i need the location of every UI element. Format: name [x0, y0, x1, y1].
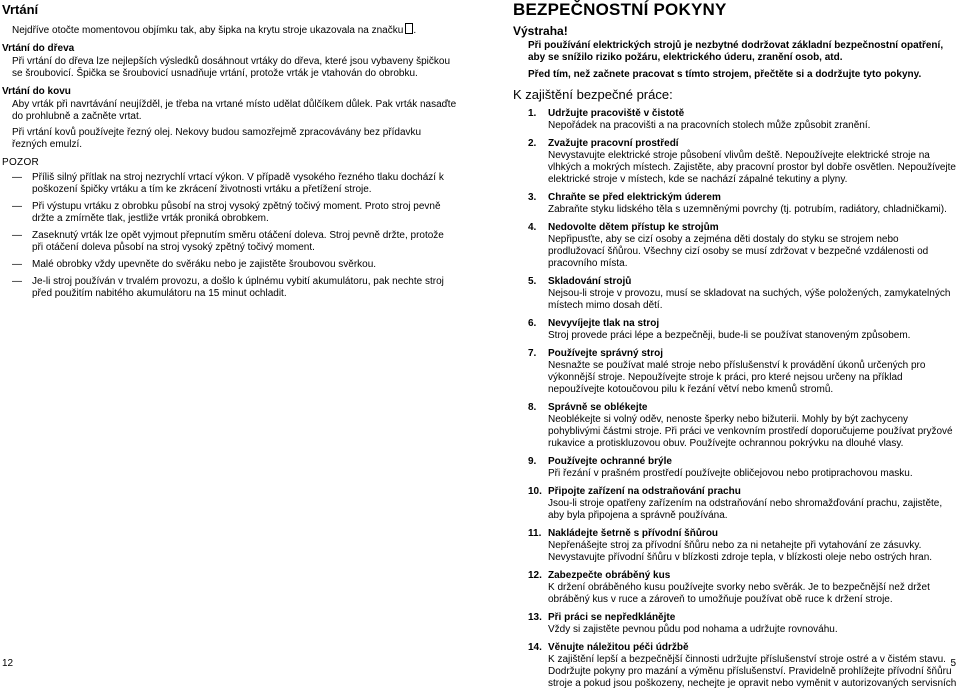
wood-text: Při vrtání do dřeva lze nejlepších výsledků dosáhnout vrtáky do dřeva, které jsou vybaveny špičkou se šroubovicí. Špička se šroubovicí usnadňuje vrtání, protože vrták je vtahován do obrobku. [12, 56, 451, 79]
intro-text: Nejdříve otočte momentovou objímku tak, aby šipka na krytu stroje ukazovala na značku . [12, 25, 417, 36]
safety-item-number: 1. [528, 108, 537, 119]
safety-item [513, 222, 958, 270]
safety-item-number: 9. [528, 456, 537, 467]
safety-item-number: 2. [528, 138, 537, 149]
safety-item-title: Skladování strojů [548, 276, 632, 287]
page-number-left: 12 [2, 658, 14, 669]
safety-item [513, 570, 958, 606]
safety-item-title: Zvažujte pracovní prostředí [548, 138, 679, 149]
right-page [513, 0, 958, 696]
safety-item-title: Chraňte se před elektrickým úderem [548, 192, 721, 203]
safety-item-title: Při práci se nepředklánějte [548, 612, 676, 623]
safety-item-number: 13. [528, 612, 542, 623]
safety-item-text: Při řezání v prašném prostředí používejte obličejovou nebo protiprachovou masku. [548, 468, 913, 479]
safety-item-number: 4. [528, 222, 537, 233]
metal-text-2: Při vrtání kovů používejte řezný olej. Nekovy budou samozřejmě zpracovávány bez přídavku řezných emulzí. [12, 127, 422, 150]
safety-item [513, 402, 958, 450]
safety-item-number: 11. [528, 528, 542, 539]
safety-item-title: Používejte správný stroj [548, 348, 664, 359]
safety-item [513, 192, 958, 216]
warning-item: — Zaseknutý vrták lze opět vyjmout přepnutím směru otáčení doleva. Stroj pevně držte, protože při otáčení doleva působí na stroj vysoký zpětný točivý moment. [12, 230, 444, 253]
heading-wood: Vrtání do dřeva [2, 43, 75, 54]
safety-item-text: Nejsou-li stroje v provozu, musí se skladovat na suchých, výše položených, zamykatelných místech mimo dosah dětí. [548, 288, 951, 311]
safety-item-title: Nakládejte šetrně s přívodní šňůrou [548, 528, 719, 539]
safety-item [513, 108, 958, 132]
safety-item-text: Stroj provede práci lépe a bezpečněji, bude-li se používat stanoveným způsobem. [548, 330, 911, 341]
safety-item-number: 8. [528, 402, 537, 413]
dash-bullet: — [12, 172, 22, 183]
safety-item-text: Nepořádek na pracovišti a na pracovních stolech může způsobit zranění. [548, 120, 871, 131]
safety-item-text: Neoblékejte si volný oděv, nenoste šperky nebo bižuterii. Mohly by být zachyceny pohyblivými částmi stroje. Při práci ve venkovním prostředí doporučujeme používat pryžové rukavice a protiskluzovou obuv. Používejte ochrannou pokrývku na dlouhé vlasy. [548, 414, 953, 449]
safety-item [513, 486, 958, 522]
warning-item: — Malé obrobky vždy upevněte do svěráku nebo je zajistěte šroubovou svěrkou. [12, 259, 377, 270]
safety-item [513, 456, 958, 480]
page-number-right: 5 [950, 658, 956, 669]
safety-item [513, 276, 958, 312]
safety-item-text: Nevystavujte elektrické stroje působení vlivům deště. Nepoužívejte elektrické stroje na vlhkých a mokrých místech. Zajistěte, aby pracovní prostor byl dobře osvětlen. Nepoužívejte elektrické stroje v místech, kde se nachází zápalné tekutiny a plyny. [548, 150, 956, 185]
safety-item-number: 3. [528, 192, 537, 203]
safety-item [513, 528, 958, 564]
caution-title: POZOR [2, 157, 40, 168]
safety-item-text: Nepřipusťte, aby se cizí osoby a zejména děti dostaly do styku se strojem nebo prodlužovací šňůrou. Všechny cizí osoby se musí zdržovat v bezpečné vzdálenosti od pracovního místa. [548, 234, 929, 269]
warning-item: — Příliš silný přítlak na stroj nezrychlí vrtací výkon. V případě vysokého řezného tlaku dochází k poškození špičky vrtáku a tím ke zkrácení životnosti vrtáku a přetížení stroje. [12, 172, 444, 195]
left-page [2, 0, 457, 305]
safety-item-text: Nesnažte se používat malé stroje nebo příslušenství k provádění úkonů určených pro výkonnější stroje. Nepoužívejte stroje k práci, pro které nejsou určeny na příklad nepoužívejte kotoučovou pilu k řezání větví nebo kmenů stromů. [548, 360, 926, 395]
safety-item-number: 10. [528, 486, 542, 497]
warning-item: — Je-li stroj používán v trvalém provozu, a došlo k úplnému vybití akumulátoru, pak nechte stroj před použitím nabitého akumulátoru na 15 minut ochladit. [12, 276, 444, 299]
safety-item-text: Nepřenášejte stroj za přívodní šňůru nebo za ni netahejte při vytahování ze zásuvky. Nevystavujte přívodní šňůru v blízkosti zdroje tepla, v blízkosti oleje nebo ostrých hran. [548, 540, 933, 563]
safety-item-text: K držení obráběného kusu používejte svorky nebo svěrák. Je to bezpečnější než držet obráběný kus v ruce a zároveň to umožňuje používat obě ruce k držení stroje. [548, 582, 930, 605]
safety-item-text: Zabraňte styku lidského těla s uzemněnými povrchy (tj. potrubím, radiátory, chladničkami). [548, 204, 947, 215]
safety-item-number: 14. [528, 642, 542, 653]
safety-item [513, 318, 958, 342]
safety-item-text: Vždy si zajistěte pevnou půdu pod nohama a udržujte rovnováhu. [548, 624, 838, 635]
safe-work-heading: K zajištění bezpečné práce: [513, 87, 673, 102]
safety-item-number: 7. [528, 348, 537, 359]
warning-item: — Při výstupu vrtáku z obrobku působí na stroj vysoký zpětný točivý moment. Proto stroj pevně držte a zmírněte tlak, jestliže vrták proniká obrobkem. [12, 201, 441, 224]
safety-item-title: Zabezpečte obráběný kus [548, 570, 671, 581]
warning-text-2: Před tím, než začnete pracovat s tímto strojem, přečtěte si a dodržujte tyto pokyny. [528, 69, 922, 80]
drill-symbol-icon [405, 23, 413, 34]
dash-bullet: — [12, 201, 22, 212]
warning-text-1: Při používání elektrických strojů je nezbytné dodržovat základní bezpečnostní opatření, aby se snížilo riziko požáru, elektrického úderu, zranění osob, atd. [528, 40, 944, 63]
safety-item-title: Nedovolte dětem přístup ke strojům [548, 222, 719, 233]
section-title-drilling: Vrtání [2, 2, 39, 17]
safety-item-title: Věnujte náležitou péči údržbě [548, 642, 689, 653]
safety-item-text: Jsou-li stroje opatřeny zařízením na odstraňování nebo shromažďování prachu, zajistěte, aby byla připojena a správně používána. [548, 498, 943, 521]
safety-title: BEZPEČNOSTNÍ POKYNY [513, 0, 727, 19]
safety-item-title: Udržujte pracoviště v čistotě [548, 108, 685, 119]
dash-bullet: — [12, 259, 22, 270]
safety-item [513, 348, 958, 396]
safety-item-title: Připojte zařízení na odstraňování prachu [548, 486, 741, 497]
safety-item [513, 642, 958, 690]
safety-list [513, 108, 958, 690]
safety-item-text: K zajištění lepší a bezpečnější činnosti udržujte příslušenství stroje ostré a v čistém stavu. Dodržujte pokyny pro mazání a výměnu příslušenství. Pravidelně prohlížejte přívodní šňůru stroje a pokud jsou poškozeny, nechejte je opravit nebo vyměnit v autorizovaných servisních [548, 654, 957, 689]
dash-bullet: — [12, 276, 22, 287]
warning-heading: Výstraha! [513, 24, 568, 38]
safety-item [513, 138, 958, 186]
safety-item-number: 5. [528, 276, 537, 287]
metal-text-1: Aby vrták při navrtávání neujížděl, je třeba na vrtané místo udělat důlčíkem důlek. Pak vrták nasaďte do prohlubně a začněte vrtat. [12, 99, 457, 122]
safety-item-number: 6. [528, 318, 537, 329]
safety-item-number: 12. [528, 570, 542, 581]
dash-bullet: — [12, 230, 22, 241]
safety-item-title: Používejte ochranné brýle [548, 456, 672, 467]
safety-item-title: Nevyvíjejte tlak na stroj [548, 318, 660, 329]
safety-item [513, 612, 958, 636]
safety-item-title: Správně se oblékejte [548, 402, 648, 413]
heading-metal: Vrtání do kovu [2, 86, 71, 97]
